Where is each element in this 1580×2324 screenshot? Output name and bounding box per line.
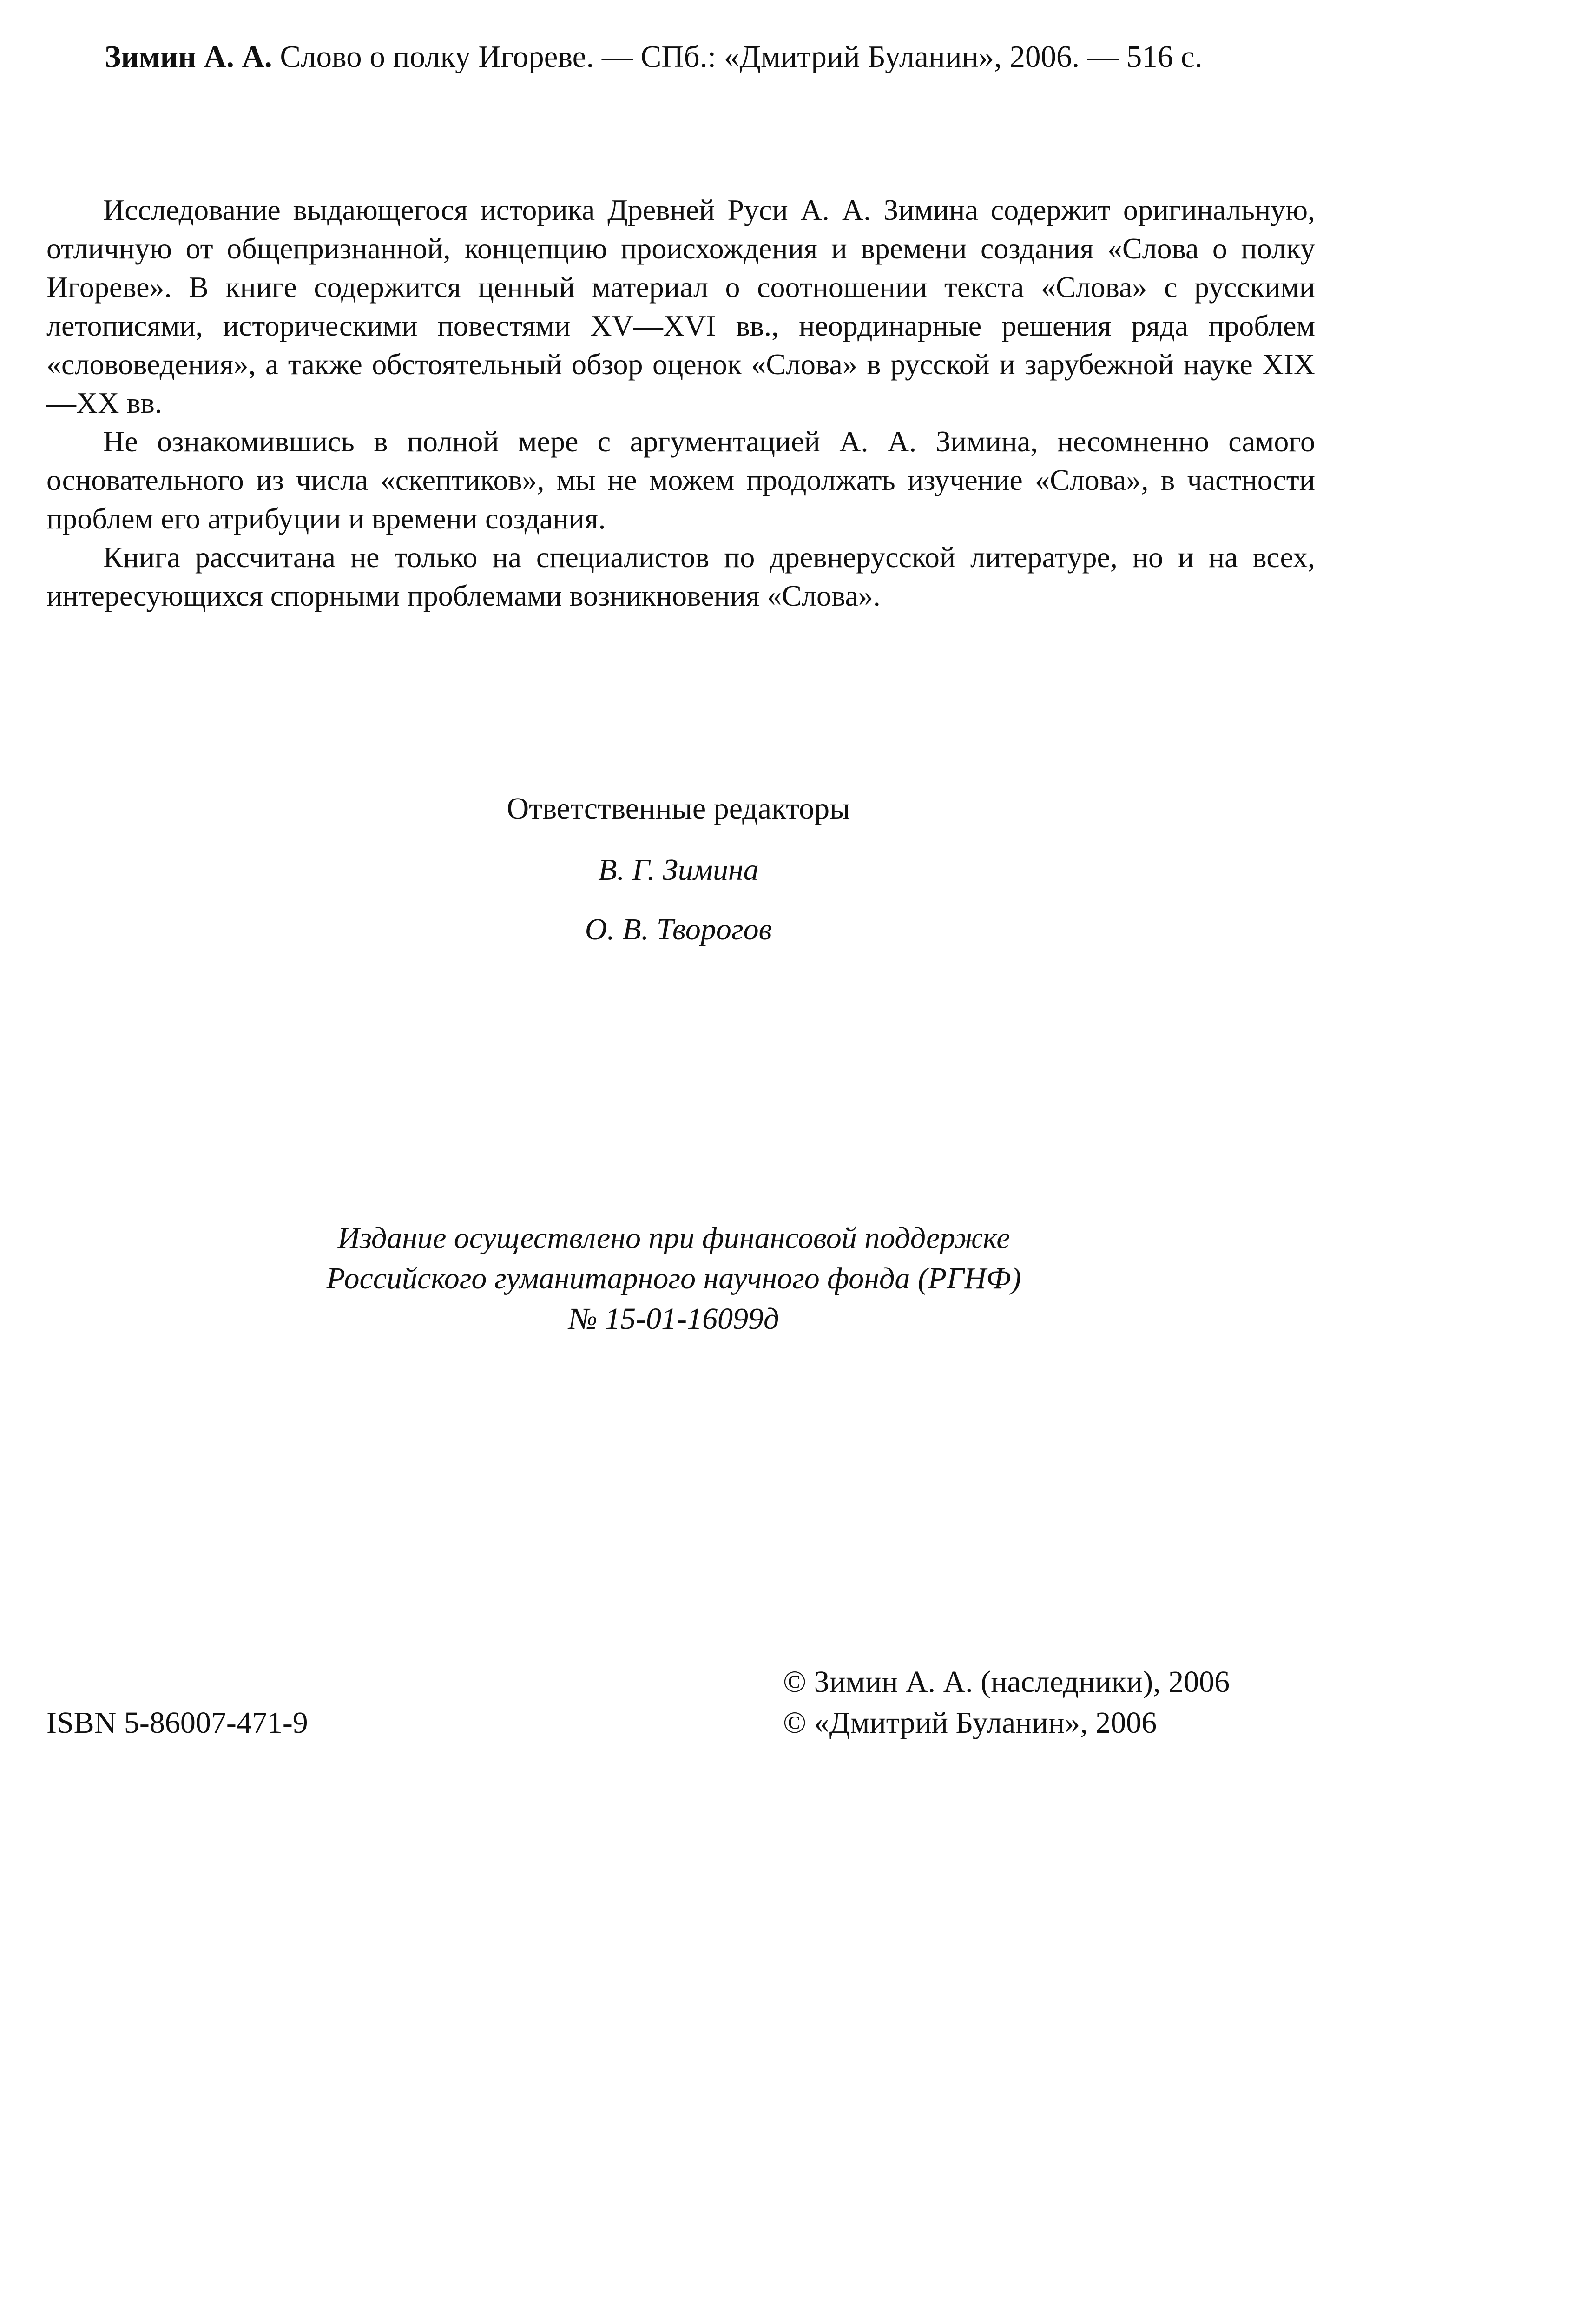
isbn: ISBN 5-86007-471-9: [46, 1706, 308, 1740]
abstract-paragraph: Книга рассчитана не только на специалистов по древнерусской литературе, но и на всех, интересующихся спорными проблемами возникновения «Слова».: [46, 541, 1315, 612]
copyright-block: [783, 1662, 1230, 1743]
abstract-paragraph: Не ознакомившись в полной мере с аргументацией А. А. Зимина, несомненно самого основательного из числа «скептиков», мы не можем продолжать изучение «Слова», в частности проблем его атрибуции и времени создания.: [46, 425, 1315, 535]
funding-line: Издание осуществлено при финансовой поддержке: [337, 1221, 1010, 1255]
grant-number: № 15-01-16099д: [568, 1302, 779, 1336]
editor-name: О. В. Творогов: [585, 912, 772, 946]
funding-note: [0, 1218, 1348, 1339]
funding-line: Российского гуманитарного научного фонда (РГНФ): [326, 1261, 1021, 1295]
copyright-line: © Зимин А. А. (наследники), 2006: [783, 1665, 1230, 1699]
bibliographic-citation: Слово о полку Игореве. — СПб.: «Дмитрий Буланин», 2006. — 516 с.: [272, 40, 1203, 74]
editors-heading: Ответственные редакторы: [507, 792, 850, 825]
editors-block: [0, 790, 1357, 948]
abstract-paragraph: Исследование выдающегося историка Древней Руси А. А. Зимина содержит оригинальную, отличную от общепризнанной, концепцию происхождения и времени создания «Слова о полку Игореве». В книге содержится ценный материал о соотношении текста «Слова» с русскими летописями, историческими повестями XV—XVI вв., неординарные решения ряда проблем «слововедения», а также обстоятельный обзор оценок «Слова» в русской и зарубежной науке XIX—XX вв.: [46, 193, 1315, 419]
abstract: [46, 191, 1315, 615]
editor-name: В. Г. Зимина: [598, 853, 759, 887]
copyright-line: © «Дмитрий Буланин», 2006: [783, 1706, 1157, 1740]
bibliographic-record: [105, 38, 1359, 75]
author-name: Зимин А. А.: [105, 40, 272, 74]
